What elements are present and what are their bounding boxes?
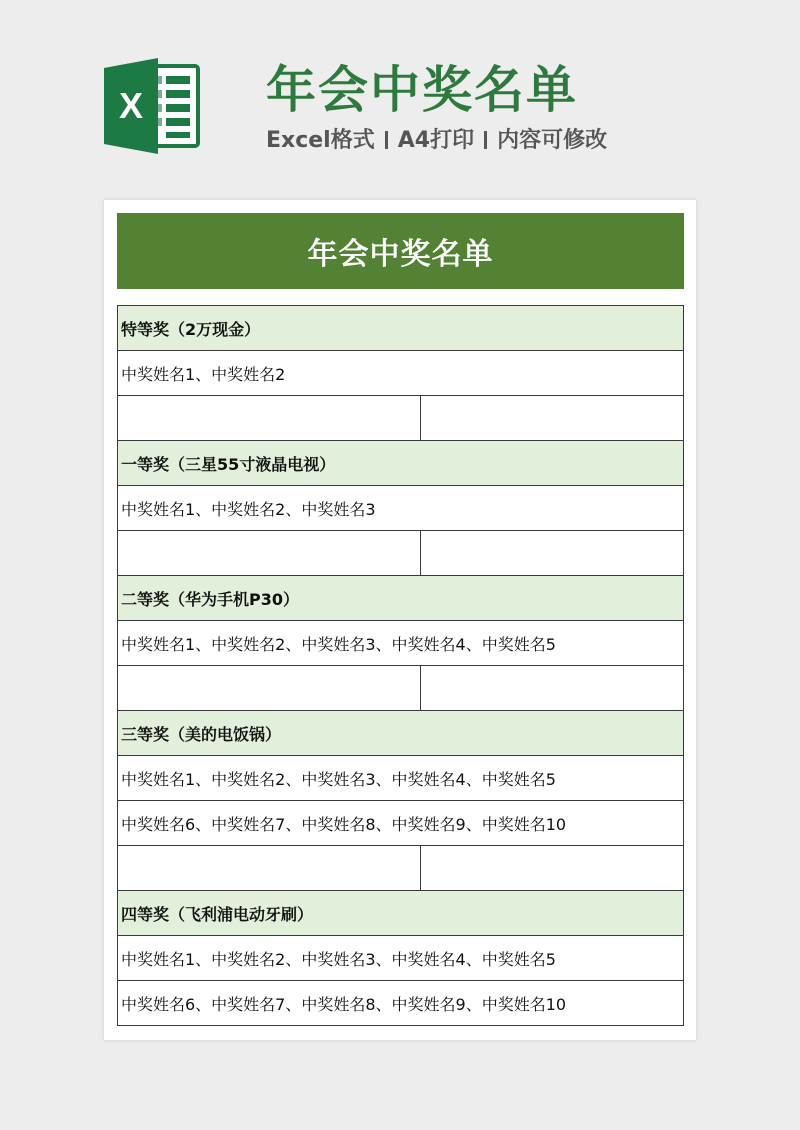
empty-cell[interactable]	[421, 846, 683, 890]
winner-names: 中奖姓名1、中奖姓名2、中奖姓名3、中奖姓名4、中奖姓名5	[121, 769, 556, 789]
prize-heading-label: 特等奖（2万现金）	[121, 319, 261, 339]
prize-heading-label: 一等奖（三星55寸液晶电视）	[121, 454, 336, 474]
svg-text:X: X	[118, 85, 144, 126]
winner-names: 中奖姓名1、中奖姓名2	[121, 364, 286, 384]
empty-row	[118, 396, 683, 441]
prize-heading-special[interactable]	[118, 306, 683, 351]
empty-cell[interactable]	[118, 531, 421, 575]
excel-logo-icon	[104, 58, 202, 154]
page-title: 年会中奖名单	[266, 61, 578, 119]
table-banner: 年会中奖名单	[117, 213, 684, 289]
winner-row[interactable]	[118, 756, 683, 801]
spreadsheet-card	[104, 200, 696, 1040]
winner-row[interactable]	[118, 936, 683, 981]
empty-cell[interactable]	[118, 846, 421, 890]
empty-row	[118, 666, 683, 711]
winner-names: 中奖姓名1、中奖姓名2、中奖姓名3	[121, 499, 376, 519]
prize-heading-label: 二等奖（华为手机P30）	[121, 589, 299, 609]
winner-row[interactable]	[118, 801, 683, 846]
subtitle-print: A4打印	[397, 128, 475, 153]
subtitle-separator	[484, 131, 487, 149]
empty-row	[118, 531, 683, 576]
winners-grid	[117, 305, 684, 1026]
prize-heading-second[interactable]	[118, 576, 683, 621]
winner-row[interactable]	[118, 621, 683, 666]
winner-row[interactable]	[118, 981, 683, 1026]
prize-heading-label: 四等奖（飞利浦电动牙刷）	[121, 904, 314, 924]
subtitle-format: Excel格式	[266, 128, 375, 153]
winner-names: 中奖姓名6、中奖姓名7、中奖姓名8、中奖姓名9、中奖姓名10	[121, 814, 567, 834]
empty-row	[118, 846, 683, 891]
winners-table	[117, 213, 684, 1026]
empty-cell[interactable]	[421, 531, 683, 575]
prize-heading-label: 三等奖（美的电饭锅）	[121, 724, 282, 744]
prize-heading-first[interactable]	[118, 441, 683, 486]
subtitle-separator	[385, 131, 388, 149]
winner-row[interactable]	[118, 486, 683, 531]
subtitle	[266, 126, 607, 156]
empty-cell[interactable]	[118, 396, 421, 440]
winner-names: 中奖姓名1、中奖姓名2、中奖姓名3、中奖姓名4、中奖姓名5	[121, 949, 556, 969]
empty-cell[interactable]	[421, 396, 683, 440]
subtitle-editable: 内容可修改	[497, 128, 608, 153]
winner-names: 中奖姓名6、中奖姓名7、中奖姓名8、中奖姓名9、中奖姓名10	[121, 994, 567, 1014]
empty-cell[interactable]	[118, 666, 421, 710]
prize-heading-fourth[interactable]	[118, 891, 683, 936]
winner-names: 中奖姓名1、中奖姓名2、中奖姓名3、中奖姓名4、中奖姓名5	[121, 634, 556, 654]
winner-row[interactable]	[118, 351, 683, 396]
prize-heading-third[interactable]	[118, 711, 683, 756]
empty-cell[interactable]	[421, 666, 683, 710]
